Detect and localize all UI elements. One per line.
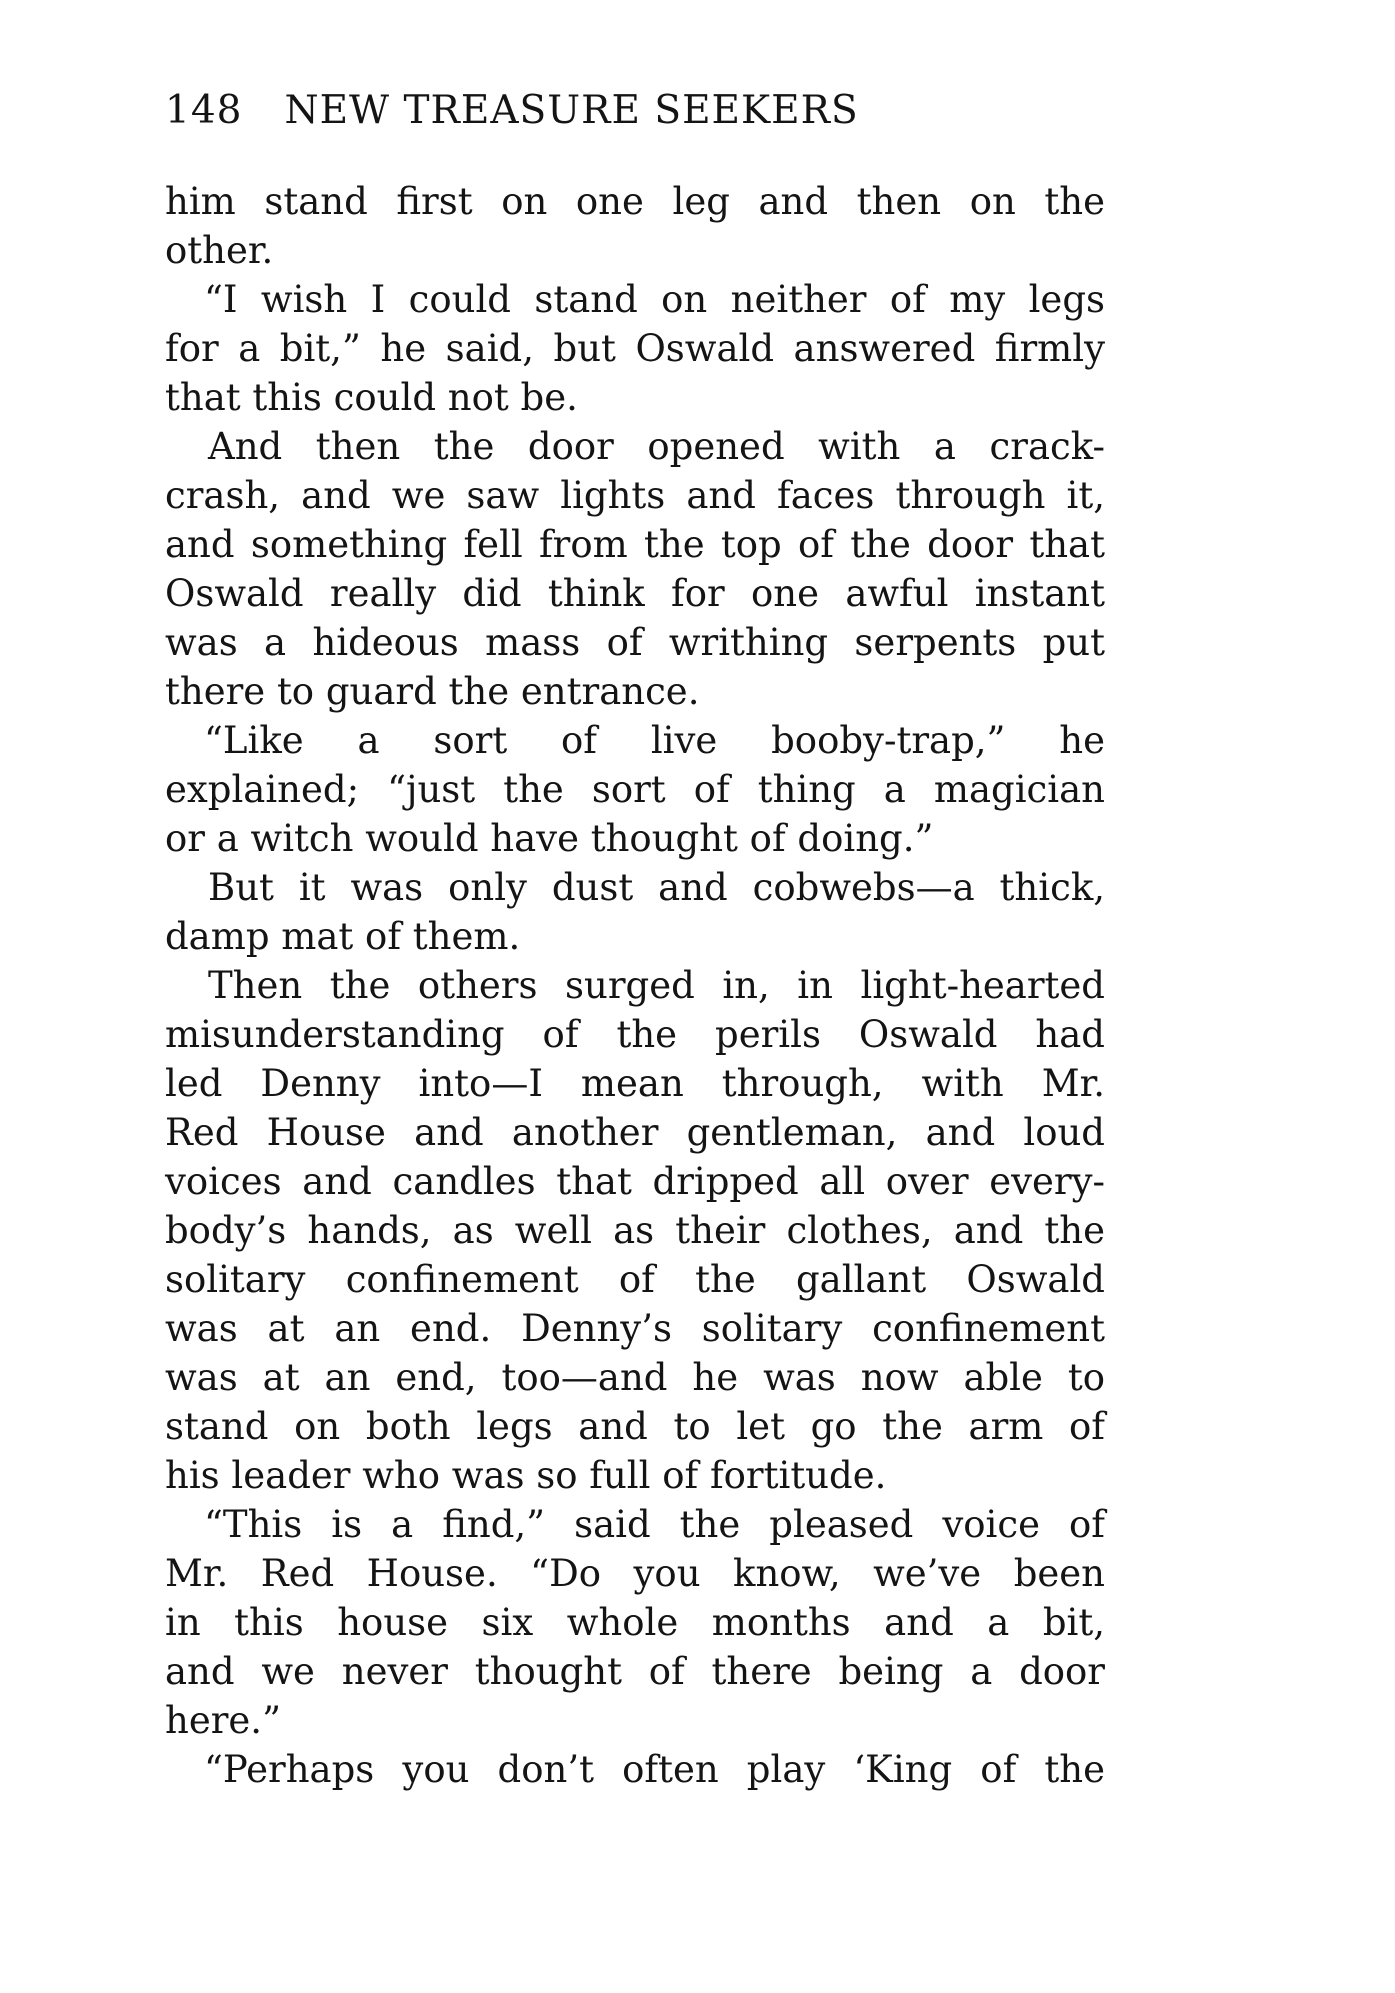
text-line: and we never thought of there being a door bbox=[165, 1650, 1105, 1693]
page-number: 148 bbox=[165, 88, 243, 133]
text-line: Then the others surged in, in light-hearted bbox=[208, 964, 1105, 1007]
text-line: for a bit,” he said, but Oswald answered firmly bbox=[165, 327, 1105, 370]
text-line: there to guard the entrance. bbox=[165, 670, 700, 713]
text-line: stand on both legs and to let go the arm of bbox=[165, 1405, 1105, 1448]
text-line: here.” bbox=[165, 1699, 281, 1742]
text-line: voices and candles that dripped all over every- bbox=[165, 1160, 1105, 1203]
text-line: and something fell from the top of the door that bbox=[165, 523, 1105, 566]
text-line: was at an end, too—and he was now able to bbox=[165, 1356, 1105, 1399]
text-line: was a hideous mass of writhing serpents put bbox=[165, 621, 1105, 664]
text-line: misunderstanding of the perils Oswald had bbox=[165, 1013, 1105, 1056]
text-line: “Like a sort of live booby-trap,” he bbox=[204, 719, 1105, 762]
text-line: “This is a find,” said the pleased voice of bbox=[204, 1503, 1105, 1546]
text-line: other. bbox=[165, 229, 274, 272]
text-line: crash, and we saw lights and faces through it, bbox=[165, 474, 1105, 517]
text-line: Red House and another gentleman, and loud bbox=[165, 1111, 1105, 1154]
text-line: solitary confinement of the gallant Oswald bbox=[165, 1258, 1105, 1301]
text-line: Oswald really did think for one awful instant bbox=[165, 572, 1105, 615]
text-line: And then the door opened with a crack- bbox=[208, 425, 1105, 468]
text-line: his leader who was so full of fortitude. bbox=[165, 1454, 887, 1497]
text-line: or a witch would have thought of doing.” bbox=[165, 817, 934, 860]
running-title: NEW TREASURE SEEKERS bbox=[284, 88, 859, 133]
text-line: that this could not be. bbox=[165, 376, 578, 419]
text-line: Mr. Red House. “Do you know, we’ve been bbox=[165, 1552, 1105, 1595]
text-line: body’s hands, as well as their clothes, and the bbox=[165, 1209, 1105, 1252]
text-line: explained; “just the sort of thing a magician bbox=[165, 768, 1105, 811]
text-line: in this house six whole months and a bit, bbox=[165, 1601, 1105, 1644]
text-line: was at an end. Denny’s solitary confinement bbox=[165, 1307, 1105, 1350]
text-line: “I wish I could stand on neither of my legs bbox=[204, 278, 1105, 321]
body-text bbox=[165, 177, 1105, 1794]
text-line: damp mat of them. bbox=[165, 915, 521, 958]
text-line: led Denny into—I mean through, with Mr. bbox=[165, 1062, 1105, 1105]
running-header bbox=[165, 88, 859, 138]
text-line: “Perhaps you don’t often play ‘King of the bbox=[204, 1748, 1105, 1791]
text-line: But it was only dust and cobwebs—a thick, bbox=[208, 866, 1105, 909]
text-line: him stand first on one leg and then on the bbox=[165, 180, 1105, 223]
